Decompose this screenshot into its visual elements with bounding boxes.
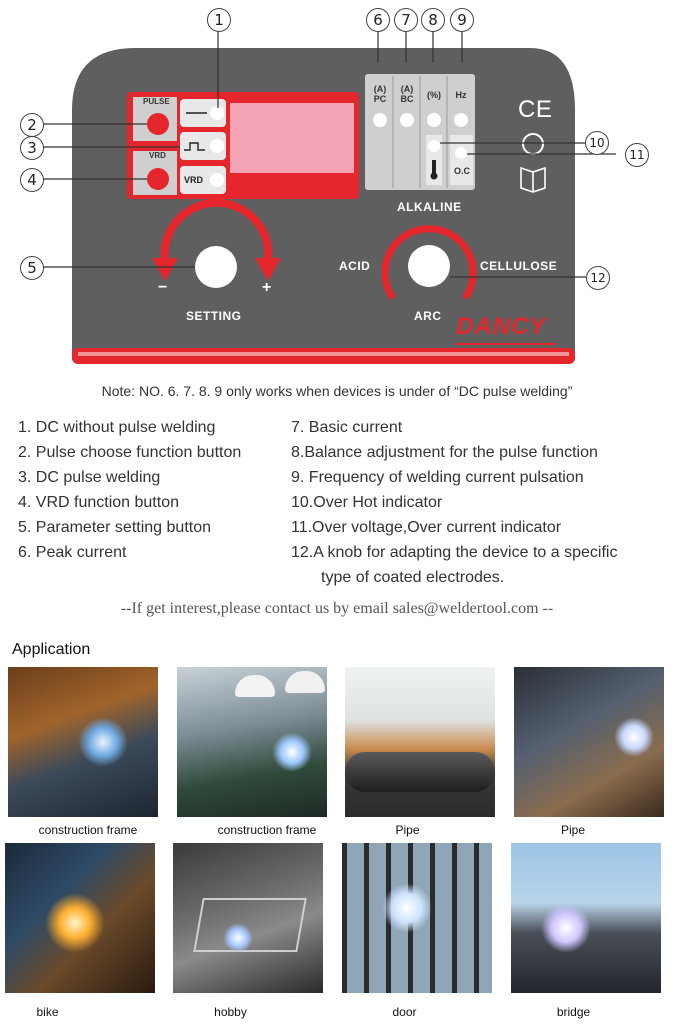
bc-unit: (A) — [400, 84, 414, 94]
callout-7: 7 — [394, 8, 418, 32]
callout-12: 12 — [586, 266, 610, 290]
dc-indicator-led — [210, 106, 224, 120]
legend-item: 12.A knob for adapting the device to a specific — [291, 544, 618, 561]
acid-label: ACID — [339, 259, 371, 273]
legend-item: 5. Parameter setting button — [18, 519, 211, 536]
legend-item: 8.Balance adjustment for the pulse function — [291, 444, 598, 461]
caption-hobby: hobby — [214, 1005, 247, 1019]
legend-right — [291, 415, 617, 590]
cellulose-label: CELLULOSE — [480, 259, 558, 273]
brand-logo: DANCY — [456, 313, 547, 340]
legend-item: 2. Pulse choose function button — [18, 444, 242, 461]
callout-4: 4 — [20, 168, 44, 192]
peak-current-header — [368, 84, 392, 104]
caption-pipe-1: Pipe — [395, 823, 420, 837]
ce-mark: CE — [518, 96, 553, 123]
setting-label: SETTING — [186, 309, 242, 323]
pulse-label: PULSE — [143, 97, 170, 106]
application-title: Application — [12, 641, 91, 658]
overheat-led — [428, 140, 440, 152]
balance-header: (%) — [427, 90, 441, 100]
caption-pipe-2: Pipe — [560, 823, 586, 837]
vrd-indicator-led — [210, 173, 224, 187]
vrd-button[interactable] — [147, 168, 169, 190]
legend-item: 11.Over voltage,Over current indicator — [291, 519, 562, 536]
legend-item: type of coated electrodes. — [321, 569, 505, 586]
alkaline-label: ALKALINE — [397, 200, 462, 214]
callout-5: 5 — [20, 256, 44, 280]
pc-unit: (A) — [373, 84, 387, 94]
photo-construction-frame-2 — [177, 667, 327, 817]
callout-3: 3 — [20, 136, 44, 160]
vrd-label: VRD — [149, 151, 166, 160]
panel-drawing — [0, 0, 674, 380]
photo-pipe-1 — [345, 667, 495, 817]
photo-construction-frame-1 — [8, 667, 158, 817]
overvoltage-led — [455, 147, 467, 159]
callout-9: 9 — [450, 8, 474, 32]
legend-item: 9. Frequency of welding current pulsation — [291, 469, 584, 486]
bc-label: BC — [400, 94, 414, 104]
arc-knob[interactable] — [408, 245, 450, 287]
caption-bike: bike — [36, 1005, 59, 1019]
caption-door: door — [392, 1005, 417, 1019]
legend-item: 10.Over Hot indicator — [291, 494, 443, 511]
callout-8: 8 — [421, 8, 445, 32]
pulse-note: Note: NO. 6. 7. 8. 9 only works when devices is under of “DC pulse welding” — [101, 383, 573, 399]
caption-bridge: bridge — [556, 1005, 591, 1019]
caption-construction-frame-1: construction frame — [38, 823, 138, 837]
plus-sign: + — [262, 279, 272, 296]
callout-6: 6 — [366, 8, 390, 32]
legend-item: 6. Peak current — [18, 544, 127, 561]
thermometer-icon — [432, 160, 436, 174]
legend-left — [18, 415, 241, 565]
photo-hobby — [173, 843, 323, 993]
photo-pipe-2 — [514, 667, 664, 817]
legend-item: 1. DC without pulse welding — [18, 419, 216, 436]
callout-1: 1 — [207, 8, 231, 32]
callout-10: 10 — [585, 131, 609, 155]
control-panel — [0, 0, 674, 380]
vrd-mode-label: VRD — [184, 175, 204, 185]
pulse-button[interactable] — [147, 113, 169, 135]
photo-bridge — [511, 843, 661, 993]
display-screen — [230, 103, 354, 173]
callout-11: 11 — [625, 143, 649, 167]
contact-line: --If get interest,please contact us by email sales@weldertool.com -- — [120, 600, 554, 617]
legend-item: 3. DC pulse welding — [18, 469, 161, 486]
photo-bike — [5, 843, 155, 993]
minus-sign: − — [158, 279, 168, 296]
legend-item: 7. Basic current — [291, 419, 403, 436]
caption-construction-frame-2: construction frame — [217, 823, 317, 837]
callout-2: 2 — [20, 113, 44, 137]
photo-door — [342, 843, 492, 993]
pc-label: PC — [373, 94, 387, 104]
frequency-header: Hz — [455, 90, 467, 100]
setting-knob[interactable] — [195, 246, 237, 288]
oc-label: O.C — [453, 166, 470, 176]
legend-item: 4. VRD function button — [18, 494, 179, 511]
base-current-header — [395, 84, 419, 104]
pulse-indicator-led — [210, 139, 224, 153]
arc-label: ARC — [414, 309, 442, 323]
brand-underline — [456, 343, 556, 345]
